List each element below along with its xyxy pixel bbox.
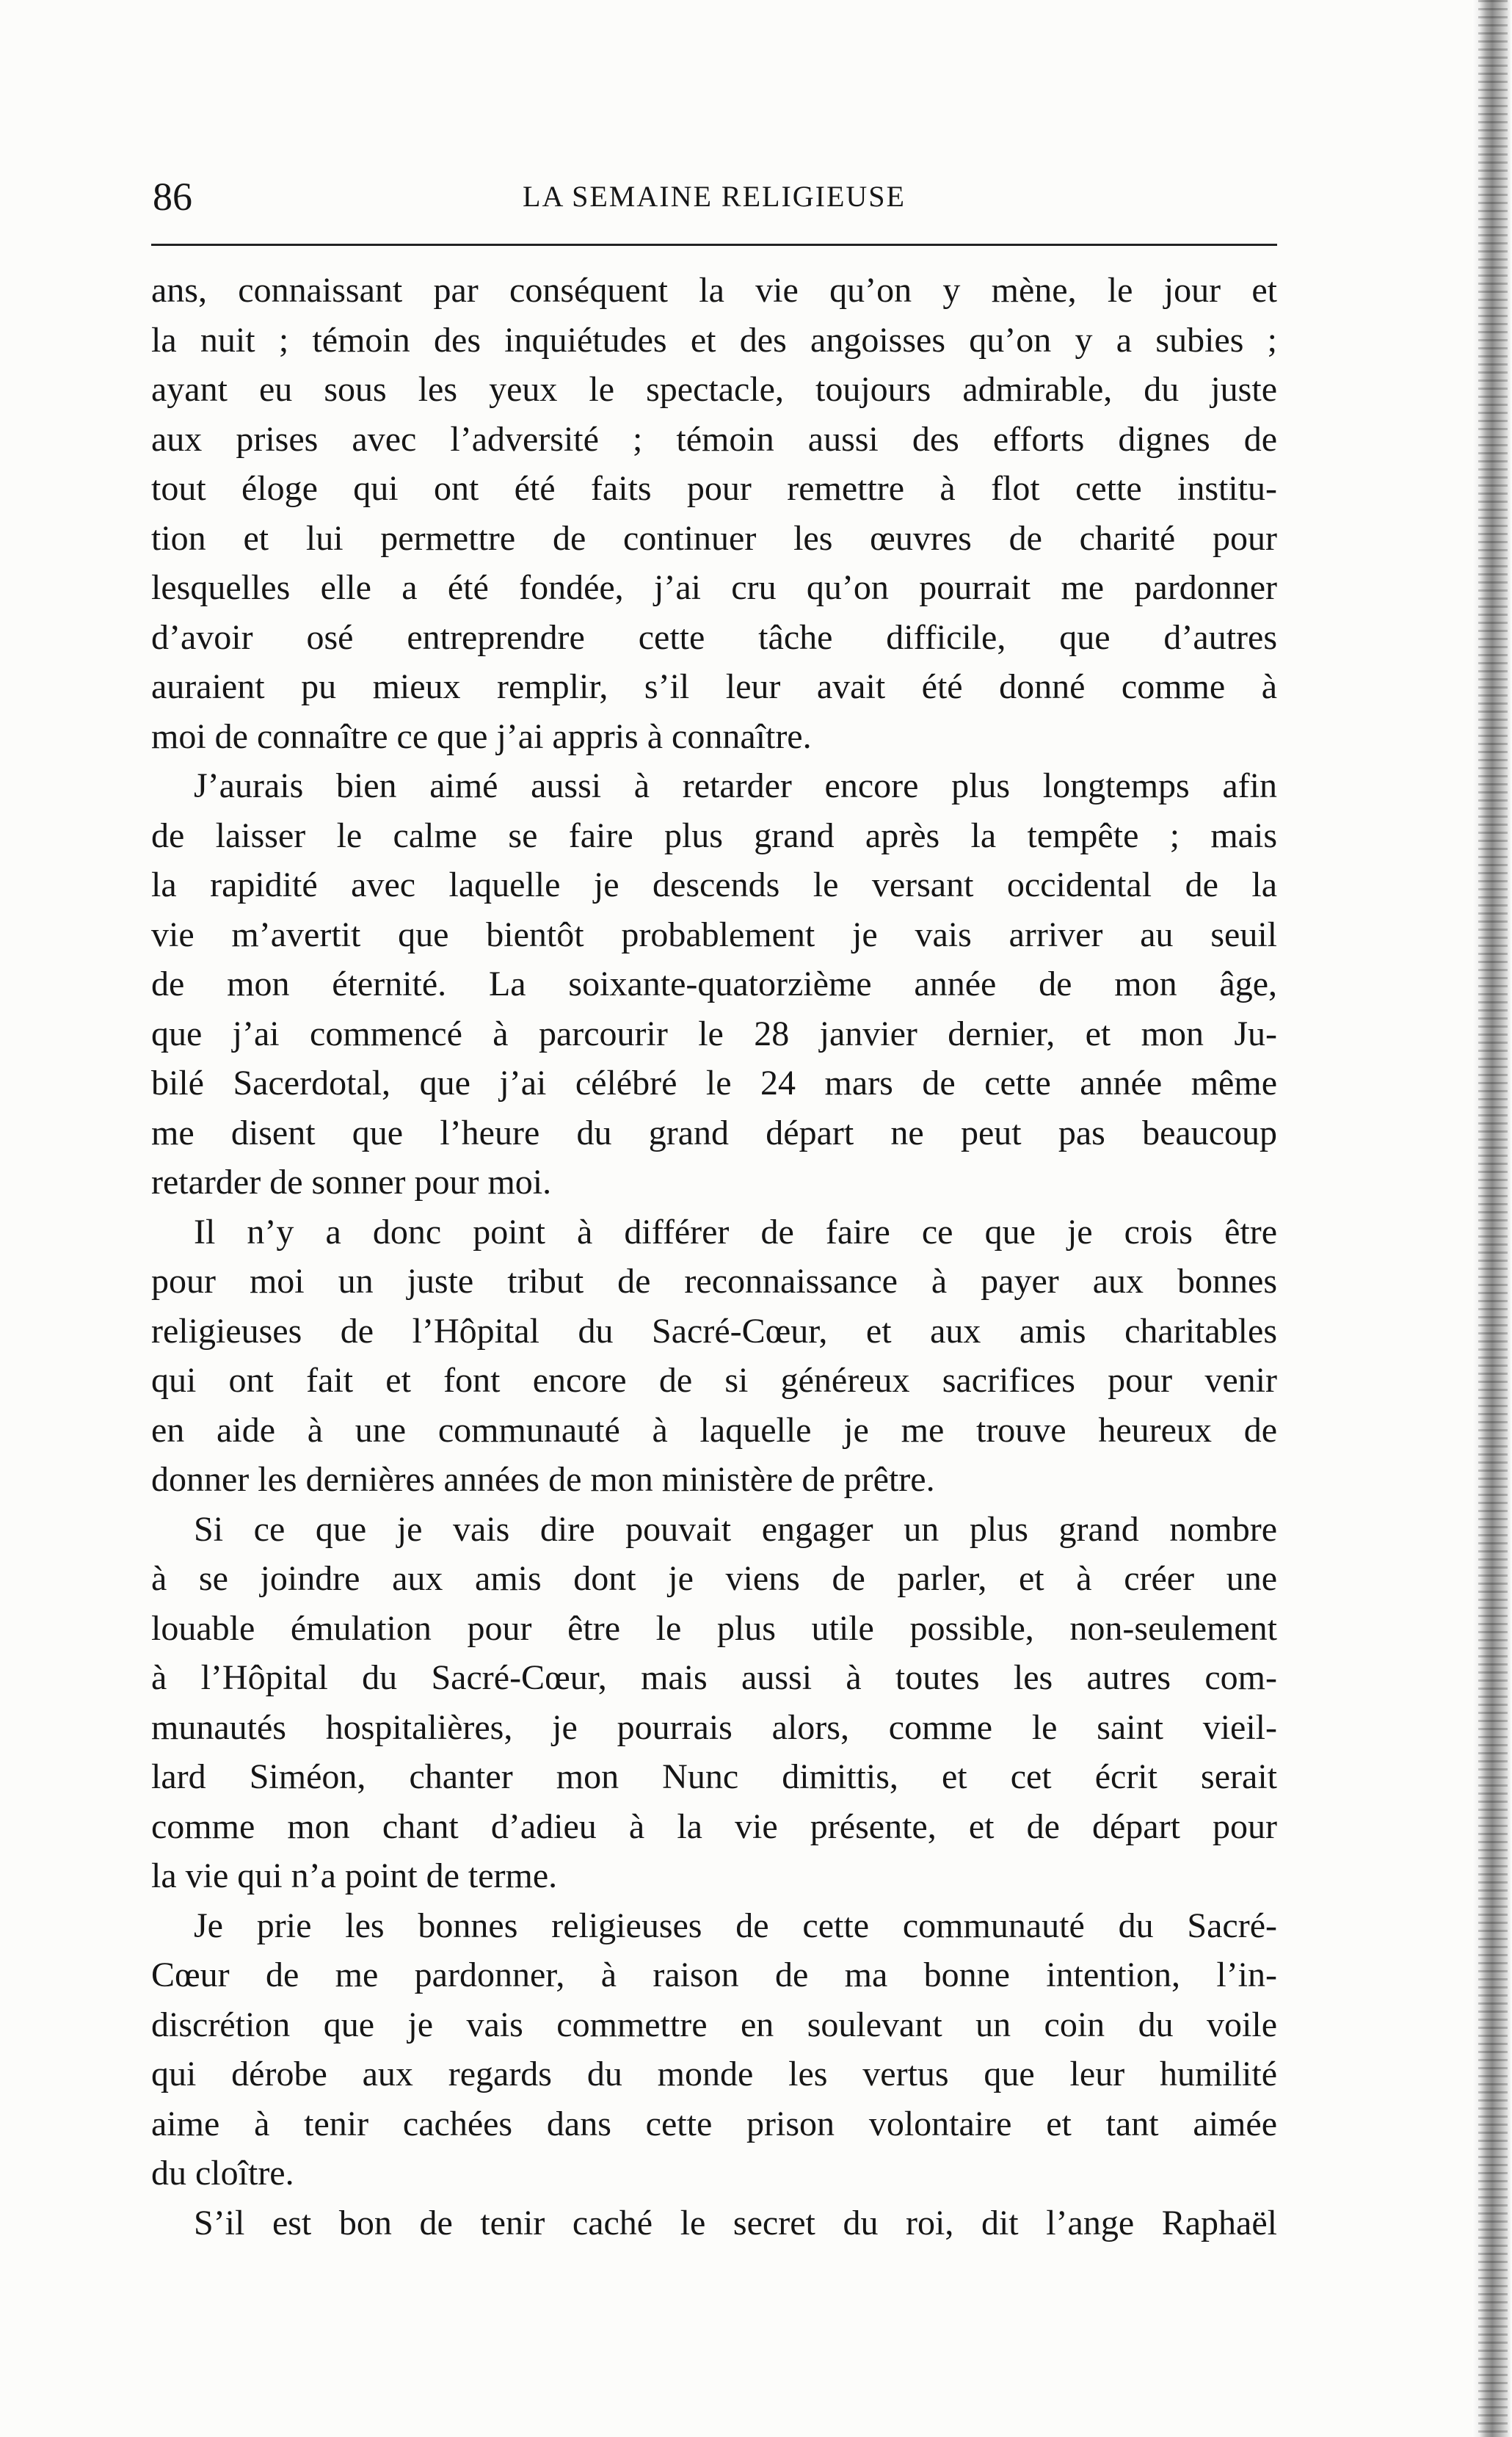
text-line: Il n’y a donc point à différer de faire ce que je crois être [194,1212,1277,1252]
text-line: aime à tenir cachées dans cette prison volontaire et tant aimée [151,2104,1277,2143]
text-line: lard Siméon, chanter mon Nunc dimittis, et cet écrit serait [151,1757,1277,1796]
text-line: de laisser le calme se faire plus grand après la tempête ; mais [151,816,1277,855]
text-line: donner les dernières années de mon ministère de prêtre. [151,1460,935,1499]
text-line: vie m’avertit que bientôt probablement je vais arriver au seuil [151,915,1277,954]
text-line: à l’Hôpital du Sacré-Cœur, mais aussi à toutes les autres com- [151,1658,1277,1697]
header-rule [151,244,1277,246]
text-line: pour moi un juste tribut de reconnaissance à payer aux bonnes [151,1262,1277,1301]
text-line: ayant eu sous les yeux le spectacle, toujours admirable, du juste [151,370,1277,409]
text-line: louable émulation pour être le plus utile possible, non-seulement [151,1608,1277,1648]
text-line: munautés hospitalières, je pourrais alors, comme le saint vieil- [151,1707,1277,1747]
text-line: S’il est bon de tenir caché le secret du roi, dit l’ange Raphaël [194,2203,1277,2242]
text-line: auraient pu mieux remplir, s’il leur avait été donné comme à [151,667,1277,706]
text-line: retarder de sonner pour moi. [151,1163,552,1202]
text-line: J’aurais bien aimé aussi à retarder encore plus longtemps afin [194,766,1277,805]
text-line: la rapidité avec laquelle je descends le versant occidental de la [151,865,1277,904]
running-title: LA SEMAINE RELIGIEUSE [523,180,906,213]
text-line: Si ce que je vais dire pouvait engager un plus grand nombre [194,1509,1277,1549]
text-line: de mon éternité. La soixante-quatorzième année de mon âge, [151,965,1277,1003]
scan-noise [1478,0,1508,2437]
text-line: discrétion que je vais commettre en soulevant un coin du voile [151,2005,1277,2044]
text-line: Je prie les bonnes religieuses de cette communauté du Sacré- [194,1906,1277,1945]
text-line: tout éloge qui ont été faits pour remettre à flot cette institu- [151,469,1277,508]
text-line: moi de connaître ce que j’ai appris à connaître. [151,716,812,756]
running-head [153,175,1276,219]
text-line: tion et lui permettre de continuer les œuvres de charité pour [151,518,1277,558]
text-line: aux prises avec l’adversité ; témoin aussi des efforts dignes de [151,419,1277,459]
text-line: la nuit ; témoin des inquiétudes et des angoisses qu’on y a subies ; [151,320,1277,360]
page-number: 86 [153,175,192,219]
text-line: me disent que l’heure du grand départ ne peut pas beaucoup [151,1113,1277,1152]
text-line: qui ont fait et font encore de si généreux sacrifices pour venir [151,1361,1277,1400]
text-line: en aide à une communauté à laquelle je me trouve heureux de [151,1410,1277,1450]
text-line: ans, connaissant par conséquent la vie qu’on y mène, le jour et [151,271,1277,310]
text-line: lesquelles elle a été fondée, j’ai cru qu’on pourrait me pardonner [151,568,1277,607]
text-line: à se joindre aux amis dont je viens de parler, et à créer une [151,1559,1277,1598]
text-line: bilé Sacerdotal, que j’ai célébré le 24 mars de cette année même [151,1064,1277,1103]
text-line: d’avoir osé entreprendre cette tâche difficile, que d’autres [151,617,1277,657]
text-line: qui dérobe aux regards du monde les vertus que leur humilité [151,2055,1277,2093]
text-line: religieuses de l’Hôpital du Sacré-Cœur, et aux amis charitables [151,1311,1277,1351]
text-line: comme mon chant d’adieu à la vie présente, et de départ pour [151,1806,1277,1846]
text-line: Cœur de me pardonner, à raison de ma bonne intention, l’in- [151,1955,1277,1994]
body-text [151,266,1277,2248]
text-line: que j’ai commencé à parcourir le 28 janvier dernier, et mon Ju- [151,1014,1277,1053]
text-line: du cloître. [151,2154,294,2193]
text-line: la vie qui n’a point de terme. [151,1856,558,1895]
